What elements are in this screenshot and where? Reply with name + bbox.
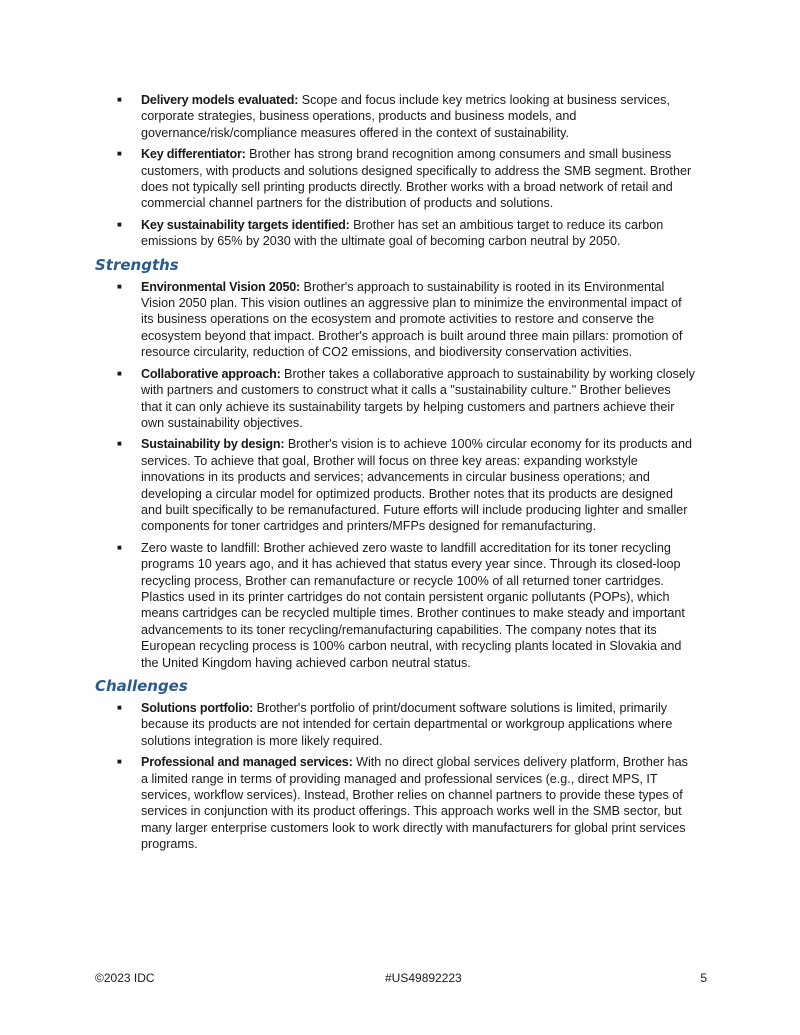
list-item xyxy=(95,540,695,671)
list-item xyxy=(95,146,695,212)
bullet-term: Solutions portfolio: xyxy=(141,701,254,715)
document-body xyxy=(95,92,695,858)
bullet-marker: ■ xyxy=(117,219,122,229)
bullet-text: Brother's portfolio of print/document software solutions is limited, primarily because its products are not intended for certain departmental or workgroup applications where solutions integration is more likely required. xyxy=(141,701,673,748)
bullet-text: Brother has strong brand recognition among consumers and small business customers, with products and solutions designed specifically to address the SMB segment. Brother does not typically sell printing products directly. Brother works with a broad network of retail and commercial channel partners for the distribution of products and solutions. xyxy=(141,147,692,211)
challenges-bullet-list xyxy=(95,700,695,853)
bullet-marker: ■ xyxy=(117,149,122,159)
list-item xyxy=(95,436,695,534)
bullet-term: Environmental Vision 2050: xyxy=(141,279,301,294)
list-item xyxy=(95,366,695,432)
bullet-marker: ■ xyxy=(117,439,122,449)
strengths-heading: Strengths xyxy=(95,255,179,274)
list-item xyxy=(95,279,695,361)
bullet-marker: ■ xyxy=(117,757,122,767)
list-item xyxy=(95,754,695,852)
bullet-text: Zero waste to landfill: Brother achieved zero waste to landfill accreditation for its toner recycling programs 10 years ago, and it has achieved that status every year since. Through its closed-loop recycling process, Brother can remanufacture or recycle 100% of all returned toner cartridges. Plastics used in its printer cartridges do not contain persistent organic pollutants (POPs), which means cartridges can be recycled multiple times. Brother continues to make steady and important advancements to its toner recycling/remanufacturing capabilities. The company notes that its European recycling process is 100% carbon neutral, with recycling plants located in Slovakia and the United Kingdom having achieved carbon neutral status. xyxy=(141,540,685,670)
footer-copyright: ©2023 IDC xyxy=(95,971,155,985)
bullet-term: Delivery models evaluated: xyxy=(141,93,299,107)
bullet-text: Brother's approach to sustainability is rooted in its Environmental Vision 2050 plan. This vision outlines an aggressive plan to minimize the environmental impact of its business operations on the ecosystem and promote activities to restore and conserve the ecosystem beyond that impact. Brother's approach is built around three main pillars: promotion of resource circularity, reduction of CO2 emissions, and biodiversity conservation activities. xyxy=(141,279,683,360)
bullet-marker: ■ xyxy=(117,703,122,712)
intro-bullet-list xyxy=(95,92,695,250)
bullet-term: Key differentiator: xyxy=(141,147,246,162)
bullet-marker: ■ xyxy=(117,281,122,291)
bullet-marker: ■ xyxy=(117,542,122,552)
list-item xyxy=(95,700,695,749)
bullet-marker: ■ xyxy=(117,368,122,378)
footer-doc-id: #US49892223 xyxy=(385,971,462,985)
list-item xyxy=(95,92,695,141)
strengths-bullet-list xyxy=(95,279,695,671)
bullet-term: Sustainability by design: xyxy=(141,437,285,452)
bullet-text: With no direct global services delivery platform, Brother has a limited range in terms of providing managed and professional services (e.g., direct MPS, IT services, workflow services). Instead, Brother relies on channel partners to provide these types of services in conjunction with its product offerings. This approach works well in the SMB sector, but many larger enterprise customers look to work directly with manufacturers for global print services programs. xyxy=(141,755,688,852)
list-item xyxy=(95,217,695,250)
challenges-heading: Challenges xyxy=(95,677,188,695)
bullet-text: Brother takes a collaborative approach to sustainability by working closely with partners and customers to construct what it calls a "sustainability culture." Brother believes that it can only achieve its sustainability targets by helping customers and partners achieve their own sustainability objectives. xyxy=(141,366,695,430)
bullet-term: Collaborative approach: xyxy=(141,366,281,381)
bullet-term: Professional and managed services: xyxy=(141,755,353,770)
bullet-text: Scope and focus include key metrics looking at business services, corporate strategies, business operations, products and business models, and governance/risk/compliance measures offered in the context of sustainability. xyxy=(141,93,670,140)
bullet-text: Brother has set an ambitious target to reduce its carbon emissions by 65% by 2030 with the ultimate goal of becoming carbon neutral by 2050. xyxy=(141,217,664,249)
bullet-term: Key sustainability targets identified: xyxy=(141,217,350,232)
bullet-text: Brother's vision is to achieve 100% circular economy for its products and services. To achieve that goal, Brother will focus on three key areas: expanding workstyle innovations in its products and services; advancements in circular business operations; and developing a circular model for optimized products. Brother notes that its products are designed and built specifically to be remanufactured. Future efforts will include producing lighter and smaller components for toner cartridges and printers/MFPs designed for remanufacturing. xyxy=(141,437,693,534)
page-number: 5 xyxy=(700,971,707,985)
bullet-marker: ■ xyxy=(117,95,122,104)
